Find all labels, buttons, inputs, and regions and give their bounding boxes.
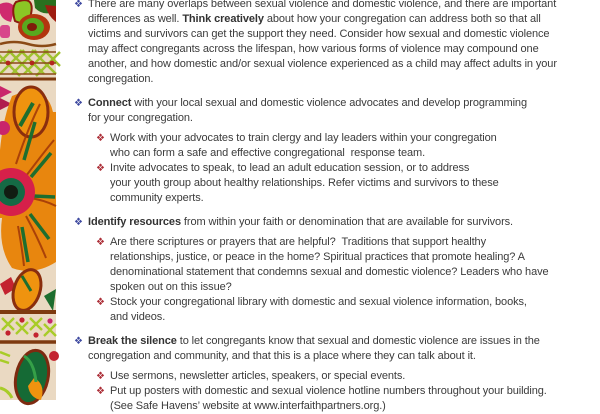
item-text: Break the silence to let congregants know that sexual and domestic violence are issues in the congregation and community, and that this is a place where they can talk about it. <box>88 335 540 362</box>
diamond-bullet-icon: ❖ <box>96 133 105 144</box>
embroidery-illustration <box>0 0 56 400</box>
item-text: Put up posters with domestic and sexual violence hotline numbers throughout your building. (See Safe Havens’ website at www.interfaithpartners.org.) <box>110 385 547 412</box>
item-text: Stock your congregational library with domestic and sexual violence information, books, and videos. <box>110 296 527 323</box>
diamond-bullet-icon: ❖ <box>74 0 83 10</box>
item-text: Are there scriptures or prayers that are helpful? Traditions that support healthy relationships, justice, or peace in the home? Spiritual practices that promote healing? A denominational statement that condemns sexual and domestic violence? Leaders who have spoken out on this issue? <box>110 236 549 293</box>
item-text: Connect with your local sexual and domestic violence advocates and develop programming for your congregation. <box>88 97 527 124</box>
diamond-bullet-icon: ❖ <box>74 98 83 109</box>
item-text: There are many overlaps between sexual violence and domestic violence, and there are important differences as well. Think creatively about how your congregation can address both so that all victims and survivors can get the support they need. Consider how sexual and domestic violence may affect congregants across the lifespan, how various forms of violence may compound one another, and how domestic and/or sexual violence experienced as a child may affect adults in your congregation. <box>88 0 557 85</box>
bullet-item <box>74 0 586 87</box>
item-text: Invite advocates to speak, to lead an adult education session, or to address your youth group about healthy relationships. Refer victims and survivors to these community experts. <box>110 162 499 204</box>
diamond-bullet-icon: ❖ <box>96 371 105 382</box>
sub-bullet-item <box>96 235 586 295</box>
embroidered-border-image <box>0 0 56 400</box>
sub-bullet-item <box>96 161 586 206</box>
item-text: Identify resources from within your faith or denomination that are available for survivors. <box>88 216 513 228</box>
bullet-item <box>74 334 586 364</box>
diamond-bullet-icon: ❖ <box>96 386 105 397</box>
item-text: Work with your advocates to train clergy and lay leaders within your congregation who can form a safe and effective congregational response team. <box>110 132 497 159</box>
sub-bullet-item <box>96 295 586 325</box>
bullet-item <box>74 96 586 126</box>
sub-bullet-item <box>96 131 586 161</box>
content-list <box>74 0 586 414</box>
bullet-item <box>74 215 586 230</box>
diamond-bullet-icon: ❖ <box>96 163 105 174</box>
diamond-bullet-icon: ❖ <box>96 237 105 248</box>
diamond-bullet-icon: ❖ <box>96 297 105 308</box>
diamond-bullet-icon: ❖ <box>74 336 83 347</box>
diamond-bullet-icon: ❖ <box>74 217 83 228</box>
sub-bullet-item <box>96 384 586 414</box>
item-text: Use sermons, newsletter articles, speakers, or special events. <box>110 370 406 382</box>
sub-bullet-item <box>96 369 586 384</box>
